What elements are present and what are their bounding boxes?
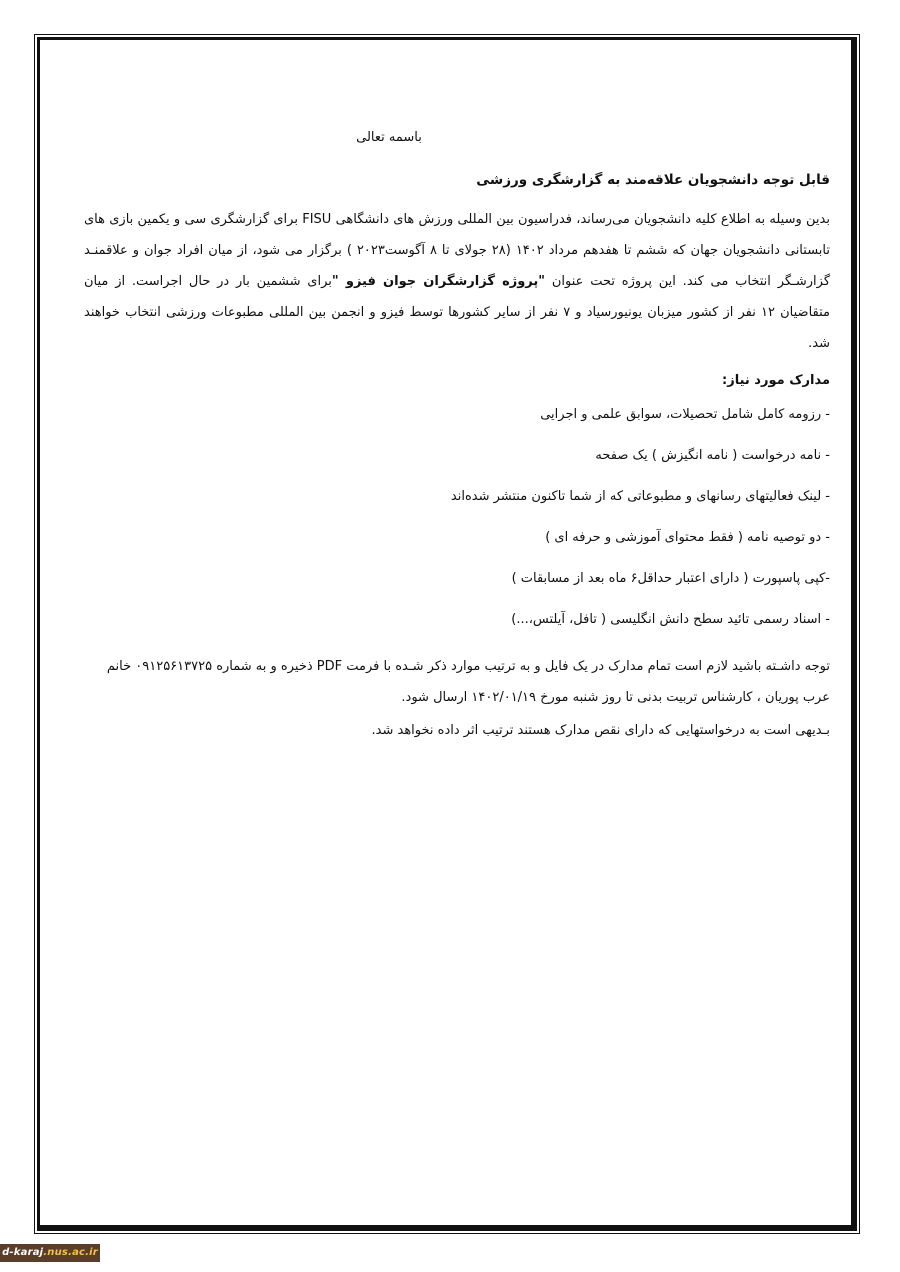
submission-note: توجه داشـته باشید لازم است تمام مدارک در یک فایل و به ترتیب موارد ذکر شـده با فرمت PDF ذخیره و به شماره ۰۹۱۲۵۶۱۳۷۲۵ خانم عرب پوریان ، کارشناس تربیت بدنی تا روز شنبه مورخ ۱۴۰۲/۰۱/۱۹ ارسال شود. <box>106 659 830 705</box>
project-name: "پروژه گزارشگران جوان فیزو " <box>331 274 546 289</box>
logo-accent-text: .nus.ac.ir <box>43 1247 98 1258</box>
requirements-title: مدارک مورد نیاز: <box>722 373 830 388</box>
basmala: باسمه تعالی <box>356 130 422 145</box>
letter-body <box>84 128 830 741</box>
list-item: - اسناد رسمی تائید سطح دانش انگلیسی ( تافل، آیلتس،...) <box>511 612 830 627</box>
intro-paragraph <box>84 204 830 359</box>
logo-main-text: d-karaj <box>2 1247 44 1258</box>
requirements-list <box>84 405 830 630</box>
intro-text-part1: بدین وسیله به اطلاع کلیه دانشجویان می‌رساند، فدراسیون بین المللی ورزش های دانشگاهی FISU برای گزارشگری سی و یکمین بازی های تابستانی دانشجویان جهان که ششم تا هفدهم مرداد ۱۴۰۲ (۲۸ جولای تا ۸ آگوست۲۰۲۳ ) برگزار می شود، از میان افراد جوان و علاقمنـد گزارشـگر انتخاب می کند. این پروژه تحت عنوان <box>84 212 831 289</box>
final-note: بـدیهی است به درخواستهایی که دارای نقص مدارک هستند ترتیب اثر داده نخواهد شد. <box>371 723 830 738</box>
letter-heading: قابل توجه دانشجویان علاقه‌مند به گزارشگری ورزشی <box>476 172 830 188</box>
list-item: - لینک فعالیتهای رسانهای و مطبوعاتی که از شما تاکنون منتشر شده‌اند <box>450 489 830 504</box>
site-logo <box>0 1244 100 1262</box>
list-item: - نامه درخواست ( نامه انگیزش ) یک صفحه <box>595 448 830 463</box>
list-item: - دو توصیه نامه ( فقط محتوای آموزشی و حرفه ای ) <box>545 530 830 545</box>
intro-text-part2: برای ششمین بار در حال اجراست. از میان متقاضیان ۱۲ نفر از کشور میزبان یونیورسیاد و ۷ نفر از سایر کشورها توسط فیزو و انجمن بین المللی مطبوعات ورزشی انتخاب خواهند شد. <box>84 274 830 351</box>
list-item: - رزومه کامل شامل تحصیلات، سوابق علمی و اجرایی <box>540 407 830 422</box>
list-item: -کپی پاسپورت ( دارای اعتبار حداقل۶ ماه بعد از مسابقات ) <box>511 571 830 586</box>
